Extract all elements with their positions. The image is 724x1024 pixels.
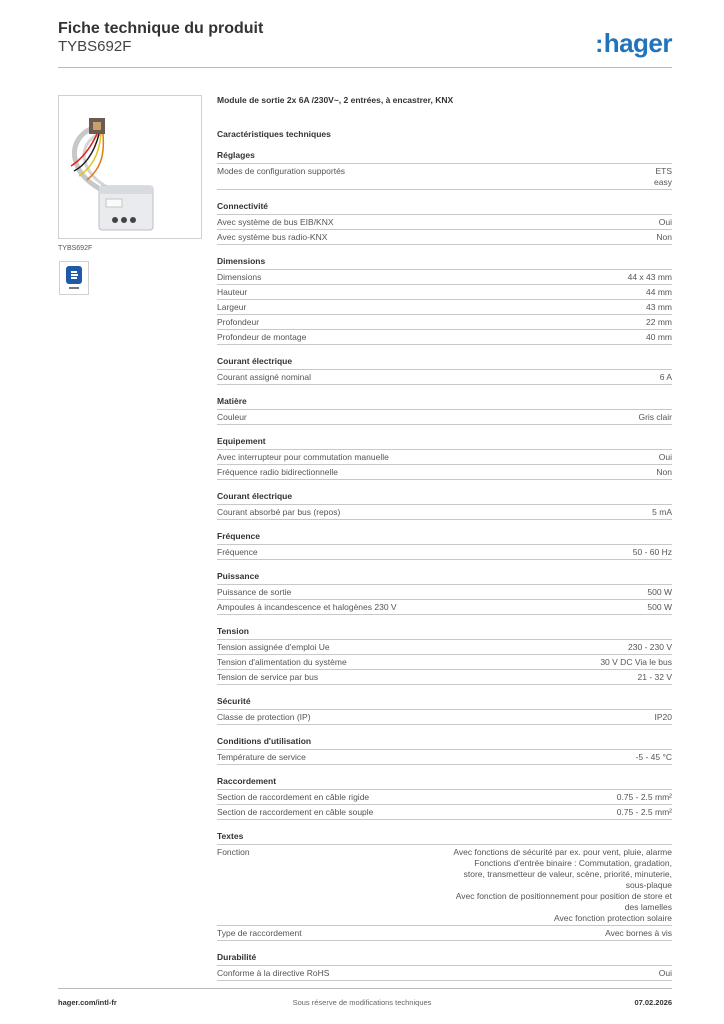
spec-value-line: 40 mm (646, 331, 672, 342)
spec-value-line: 500 W (647, 586, 672, 597)
spec-label: Fréquence (217, 546, 258, 557)
spec-value (628, 272, 672, 283)
spec-value-line: 44 mm (646, 286, 672, 297)
spec-label: Profondeur (217, 316, 260, 327)
spec-value (600, 657, 672, 668)
product-image (58, 95, 202, 239)
spec-label: Ampoules à incandescence et halogènes 230 V (217, 601, 397, 612)
spec-row (217, 600, 672, 615)
spec-value (636, 752, 672, 763)
spec-value-line: des lamelles (624, 901, 672, 912)
spec-value-line: 21 - 32 V (637, 671, 672, 682)
spec-value (646, 332, 672, 343)
section-title: Connectivité (217, 201, 672, 215)
spec-value-line: Oui (658, 967, 672, 978)
spec-value-line: Oui (658, 451, 672, 462)
spec-row (217, 450, 672, 465)
spec-row (217, 750, 672, 765)
spec-value-line: 43 mm (646, 301, 672, 312)
spec-value (659, 217, 672, 228)
spec-value-line: 0.75 - 2.5 mm² (616, 791, 672, 802)
section-title: Courant électrique (217, 491, 672, 505)
spec-label: Largeur (217, 301, 247, 312)
spec-section (217, 256, 672, 345)
spec-label: Profondeur de montage (217, 331, 307, 342)
spec-row (217, 465, 672, 480)
spec-value (659, 452, 672, 463)
header-divider (58, 67, 672, 68)
section-title: Tension (217, 626, 672, 640)
spec-value-line: 5 mA (652, 506, 672, 517)
tech-heading: Caractéristiques techniques (217, 129, 331, 139)
spec-label: Avec interrupteur pour commutation manuelle (217, 451, 389, 462)
spec-section (217, 491, 672, 520)
spec-label: Tension assignée d'emploi Ue (217, 641, 330, 652)
section-title: Réglages (217, 150, 672, 164)
spec-value (654, 166, 672, 188)
section-title: Raccordement (217, 776, 672, 790)
spec-label: Puissance de sortie (217, 586, 292, 597)
spec-row (217, 164, 672, 190)
spec-row (217, 270, 672, 285)
spec-value (453, 847, 672, 924)
spec-section (217, 571, 672, 615)
spec-value (659, 968, 672, 979)
spec-value-line: Gris clair (638, 411, 672, 422)
spec-row (217, 655, 672, 670)
spec-value (646, 287, 672, 298)
spec-section (217, 831, 672, 941)
spec-label: Type de raccordement (217, 927, 302, 938)
spec-row (217, 805, 672, 820)
section-title: Courant électrique (217, 356, 672, 370)
spec-row (217, 215, 672, 230)
spec-value-line: ETS (655, 165, 672, 176)
spec-row (217, 845, 672, 926)
spec-label: Température de service (217, 751, 306, 762)
section-title: Matière (217, 396, 672, 410)
environment-label-icon (59, 261, 89, 295)
spec-value (647, 602, 672, 613)
spec-row (217, 505, 672, 520)
spec-value-line: 30 V DC Via le bus (600, 656, 672, 667)
spec-value-line: 50 - 60 Hz (632, 546, 672, 557)
spec-value-line: easy (654, 176, 672, 187)
spec-section (217, 626, 672, 685)
spec-value-line: 22 mm (646, 316, 672, 327)
spec-value (628, 642, 672, 653)
spec-value (633, 547, 672, 558)
spec-label: Tension d'alimentation du système (217, 656, 347, 667)
spec-value (617, 807, 672, 818)
spec-section (217, 356, 672, 385)
spec-label: Fonction (217, 846, 250, 857)
spec-value-line: Avec bornes à vis (605, 927, 672, 938)
spec-section (217, 776, 672, 820)
spec-section (217, 150, 672, 190)
spec-label: Avec système bus radio-KNX (217, 231, 328, 242)
spec-value-line: -5 - 45 °C (635, 751, 672, 762)
spec-value (652, 507, 672, 518)
spec-label: Modes de configuration supportés (217, 165, 346, 176)
spec-value-line: Oui (658, 216, 672, 227)
spec-section (217, 396, 672, 425)
spec-value-line: Fonctions d'entrée binaire : Commutation, gradation, (474, 857, 672, 868)
section-title: Equipement (217, 436, 672, 450)
footer-divider (58, 988, 672, 989)
brand-logo: :hager (595, 28, 672, 58)
section-title: Conditions d'utilisation (217, 736, 672, 750)
spec-row (217, 966, 672, 981)
spec-section (217, 436, 672, 480)
spec-value-line: Avec fonction protection solaire (554, 912, 672, 923)
spec-row (217, 585, 672, 600)
spec-row (217, 330, 672, 345)
spec-section (217, 531, 672, 560)
spec-label: Courant absorbé par bus (repos) (217, 506, 341, 517)
spec-label: Classe de protection (IP) (217, 711, 311, 722)
section-title: Puissance (217, 571, 672, 585)
spec-value-line: 6 A (659, 371, 672, 382)
spec-value (647, 587, 672, 598)
logo-mark-icon: : (595, 31, 603, 58)
spec-row (217, 410, 672, 425)
spec-value (605, 928, 672, 939)
spec-label: Dimensions (217, 271, 262, 282)
spec-section (217, 736, 672, 765)
spec-label: Avec système de bus EIB/KNX (217, 216, 334, 227)
spec-label: Conforme à la directive RoHS (217, 967, 330, 978)
section-title: Sécurité (217, 696, 672, 710)
spec-value (646, 302, 672, 313)
spec-row (217, 315, 672, 330)
spec-row (217, 790, 672, 805)
spec-value (617, 792, 672, 803)
footer-date: 07.02.2026 (634, 998, 672, 1007)
spec-value (638, 672, 673, 683)
spec-label: Fréquence radio bidirectionnelle (217, 466, 338, 477)
spec-value-line: IP20 (654, 711, 672, 722)
spec-content (217, 94, 672, 992)
spec-row (217, 285, 672, 300)
spec-value (655, 712, 673, 723)
spec-value-line: 500 W (647, 601, 672, 612)
spec-value (656, 467, 672, 478)
spec-value-line: Avec fonction de positionnement pour position de store et (455, 890, 672, 901)
spec-value (656, 232, 672, 243)
spec-section (217, 952, 672, 981)
section-title: Dimensions (217, 256, 672, 270)
section-title: Textes (217, 831, 672, 845)
spec-row (217, 300, 672, 315)
spec-row (217, 640, 672, 655)
product-reference: TYBS692F (58, 38, 132, 55)
spec-section (217, 696, 672, 725)
spec-value-line: 0.75 - 2.5 mm² (616, 806, 672, 817)
spec-label: Couleur (217, 411, 247, 422)
spec-label: Courant assigné nominal (217, 371, 312, 382)
spec-value-line: Non (656, 231, 672, 242)
spec-value (646, 317, 672, 328)
spec-value-line: store, transmetteur de valeur, scène, priorité, minuterie, (463, 868, 672, 879)
section-title: Fréquence (217, 531, 672, 545)
spec-row (217, 670, 672, 685)
spec-row (217, 370, 672, 385)
spec-value-line: Avec fonctions de sécurité par ex. pour vent, pluie, alarme (453, 846, 672, 857)
spec-value-line: Non (656, 466, 672, 477)
spec-value (660, 372, 672, 383)
spec-sections (217, 150, 672, 981)
spec-value-line: 230 - 230 V (628, 641, 672, 652)
image-caption: TYBS692F (58, 245, 93, 252)
spec-value (638, 412, 672, 423)
product-description: Module de sortie 2x 6A /230V~, 2 entrées, à encastrer, KNX (217, 95, 454, 105)
page-title: Fiche technique du produit (58, 20, 264, 37)
spec-label: Section de raccordement en câble rigide (217, 791, 370, 802)
spec-value-line: sous-plaque (625, 879, 672, 890)
footer-website[interactable]: hager.com/intl-fr (58, 998, 117, 1007)
spec-value-line: 44 x 43 mm (627, 271, 672, 282)
spec-label: Hauteur (217, 286, 248, 297)
spec-row (217, 230, 672, 245)
spec-label: Section de raccordement en câble souple (217, 806, 374, 817)
spec-row (217, 926, 672, 941)
spec-label: Tension de service par bus (217, 671, 319, 682)
spec-section (217, 201, 672, 245)
section-title: Durabilité (217, 952, 672, 966)
spec-row (217, 710, 672, 725)
spec-row (217, 545, 672, 560)
footer-disclaimer: Sous réserve de modifications techniques (292, 998, 432, 1007)
